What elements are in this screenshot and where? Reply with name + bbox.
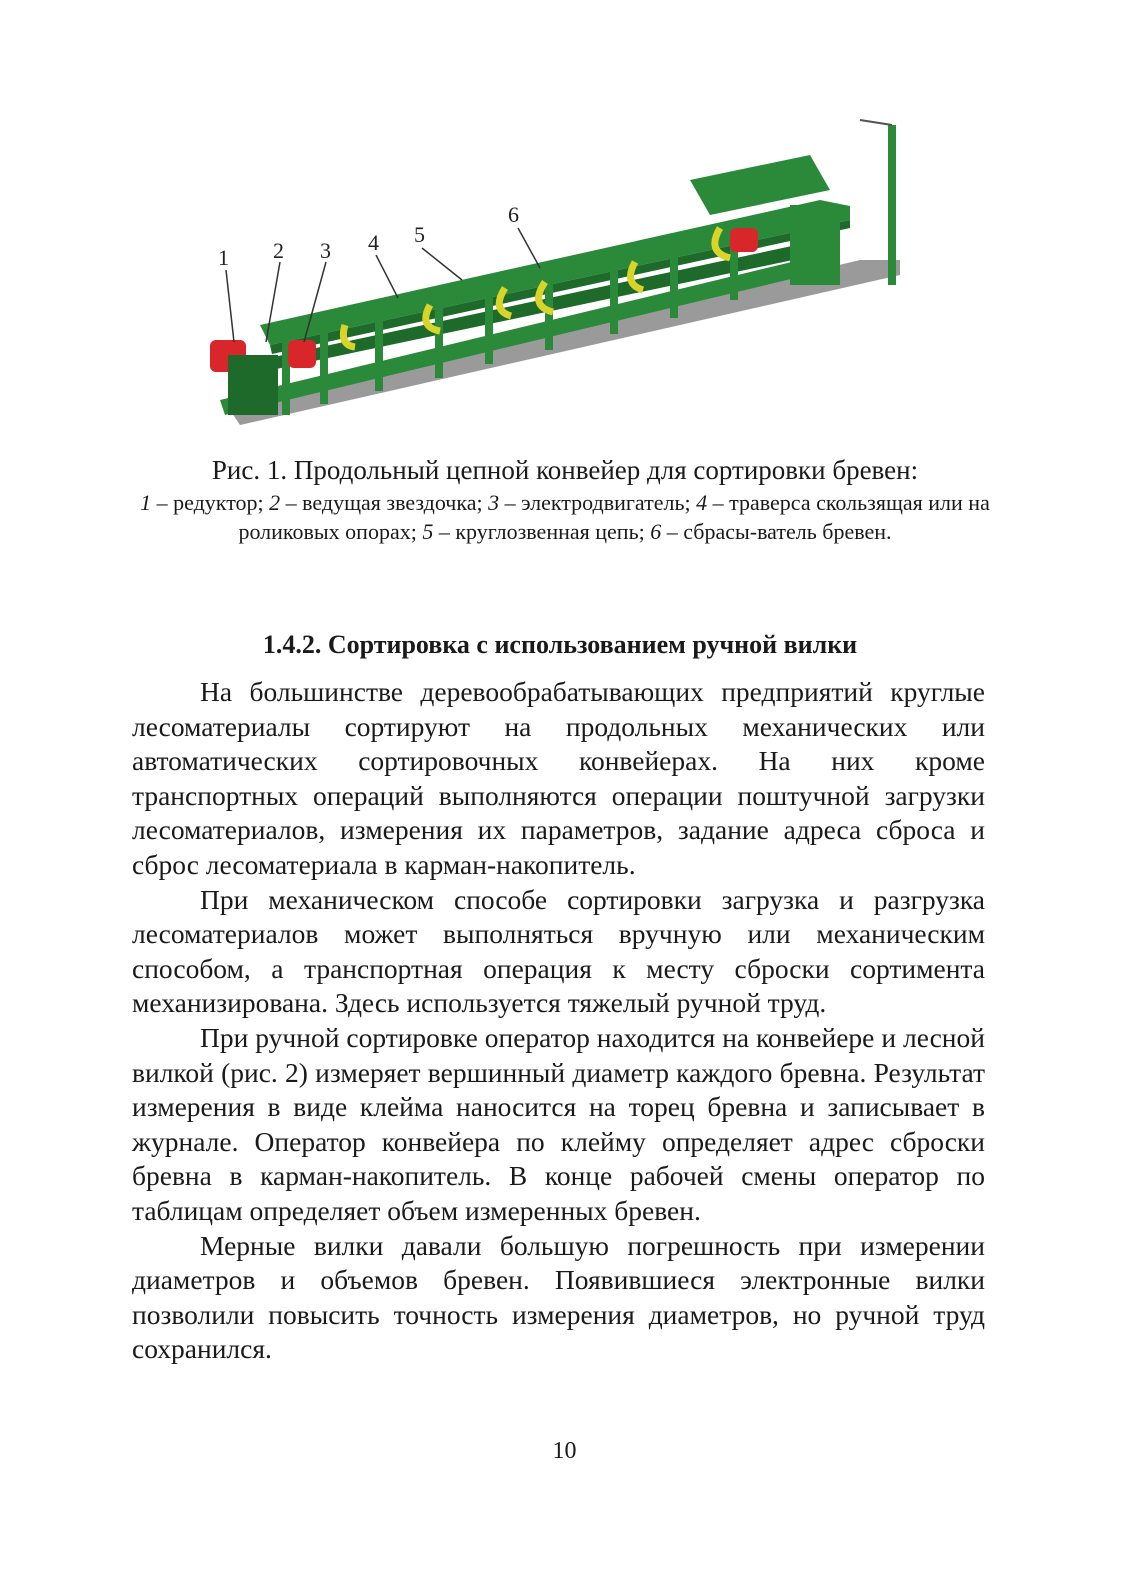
paragraph-2: При механическом способе сортировки загрузка и разгрузка лесоматериалов может выполняться вручную или механическим способом, а транспортная операция к месту сброски сортимента механизирована. Здесь используется тяжелый ручной труд.	[132, 883, 985, 1019]
page-number: 10	[552, 1438, 577, 1464]
pole-arm	[860, 120, 892, 125]
caption-title: Рис. 1. Продольный цепной конвейер для сортировки бревен:	[211, 455, 919, 485]
drive-box	[228, 355, 278, 415]
legend-num-2: 2	[269, 490, 281, 515]
caption-legend	[130, 488, 1000, 546]
legend-num-3: 3	[488, 490, 500, 515]
legend-text-6: – сбрасы-ватель бревен.	[661, 519, 892, 544]
paragraph-4: Мерные вилки давали большую погрешность при измерении диаметров и объемов бревен. Появившиеся электронные вилки позволили повысить точность измерения диаметров, но ручной труд сохранился.	[132, 1229, 985, 1365]
body-text	[132, 675, 985, 1367]
legend-text-4: – траверса скользящая или на роликовых опорах;	[238, 490, 990, 544]
fig-label-5: 5	[414, 222, 425, 247]
legend-num-5: 5	[422, 519, 434, 544]
pole	[888, 125, 896, 285]
legend-text-5: – круглозвенная цепь;	[433, 519, 651, 544]
paragraph-3: При ручной сортировке оператор находится на конвейере и лесной вилкой (рис. 2) измеряет вершинный диаметр каждого бревна. Результат измерения в виде клейма наносится на торец бревна и записывает в журнале. Оператор конвейера по клейму определяет адрес сброски бревна в карман-накопитель. В конце рабочей смены оператор по таблицам определяет объем измеренных бревен.	[132, 1021, 985, 1226]
paragraph-1: На большинстве деревообрабатывающих предприятий круглые лесоматериалы сортируют на продольных механических или автоматических сортировочных конвейерах. На них кроме транспортных операций выполняются операции поштучной загрузки лесоматериалов, измерения их параметров, задание адреса сброса и сброс лесоматериала в карман-накопитель.	[132, 676, 985, 880]
motor-right	[730, 228, 758, 252]
conveyor-drawing	[200, 110, 920, 435]
fig-label-2: 2	[273, 238, 284, 263]
legend-num-6: 6	[650, 519, 662, 544]
legend-text-1: – редуктор;	[151, 490, 270, 515]
figure-caption	[130, 452, 1000, 546]
fig-label-4: 4	[368, 230, 379, 255]
section-heading: 1.4.2. Сортировка с использованием ручной вилки	[262, 630, 858, 659]
fig-label-1: 1	[218, 245, 229, 270]
right-drive	[790, 205, 840, 285]
legend-text-2: – ведущая звездочка;	[280, 490, 489, 515]
motor-3	[288, 340, 316, 368]
legend-num-4: 4	[696, 490, 708, 515]
legend-text-3: – электродвигатель;	[499, 490, 697, 515]
legend-num-1: 1	[140, 490, 152, 515]
fig-label-6: 6	[508, 202, 519, 227]
conveyor-figure	[200, 110, 920, 435]
fig-label-3: 3	[320, 238, 331, 263]
